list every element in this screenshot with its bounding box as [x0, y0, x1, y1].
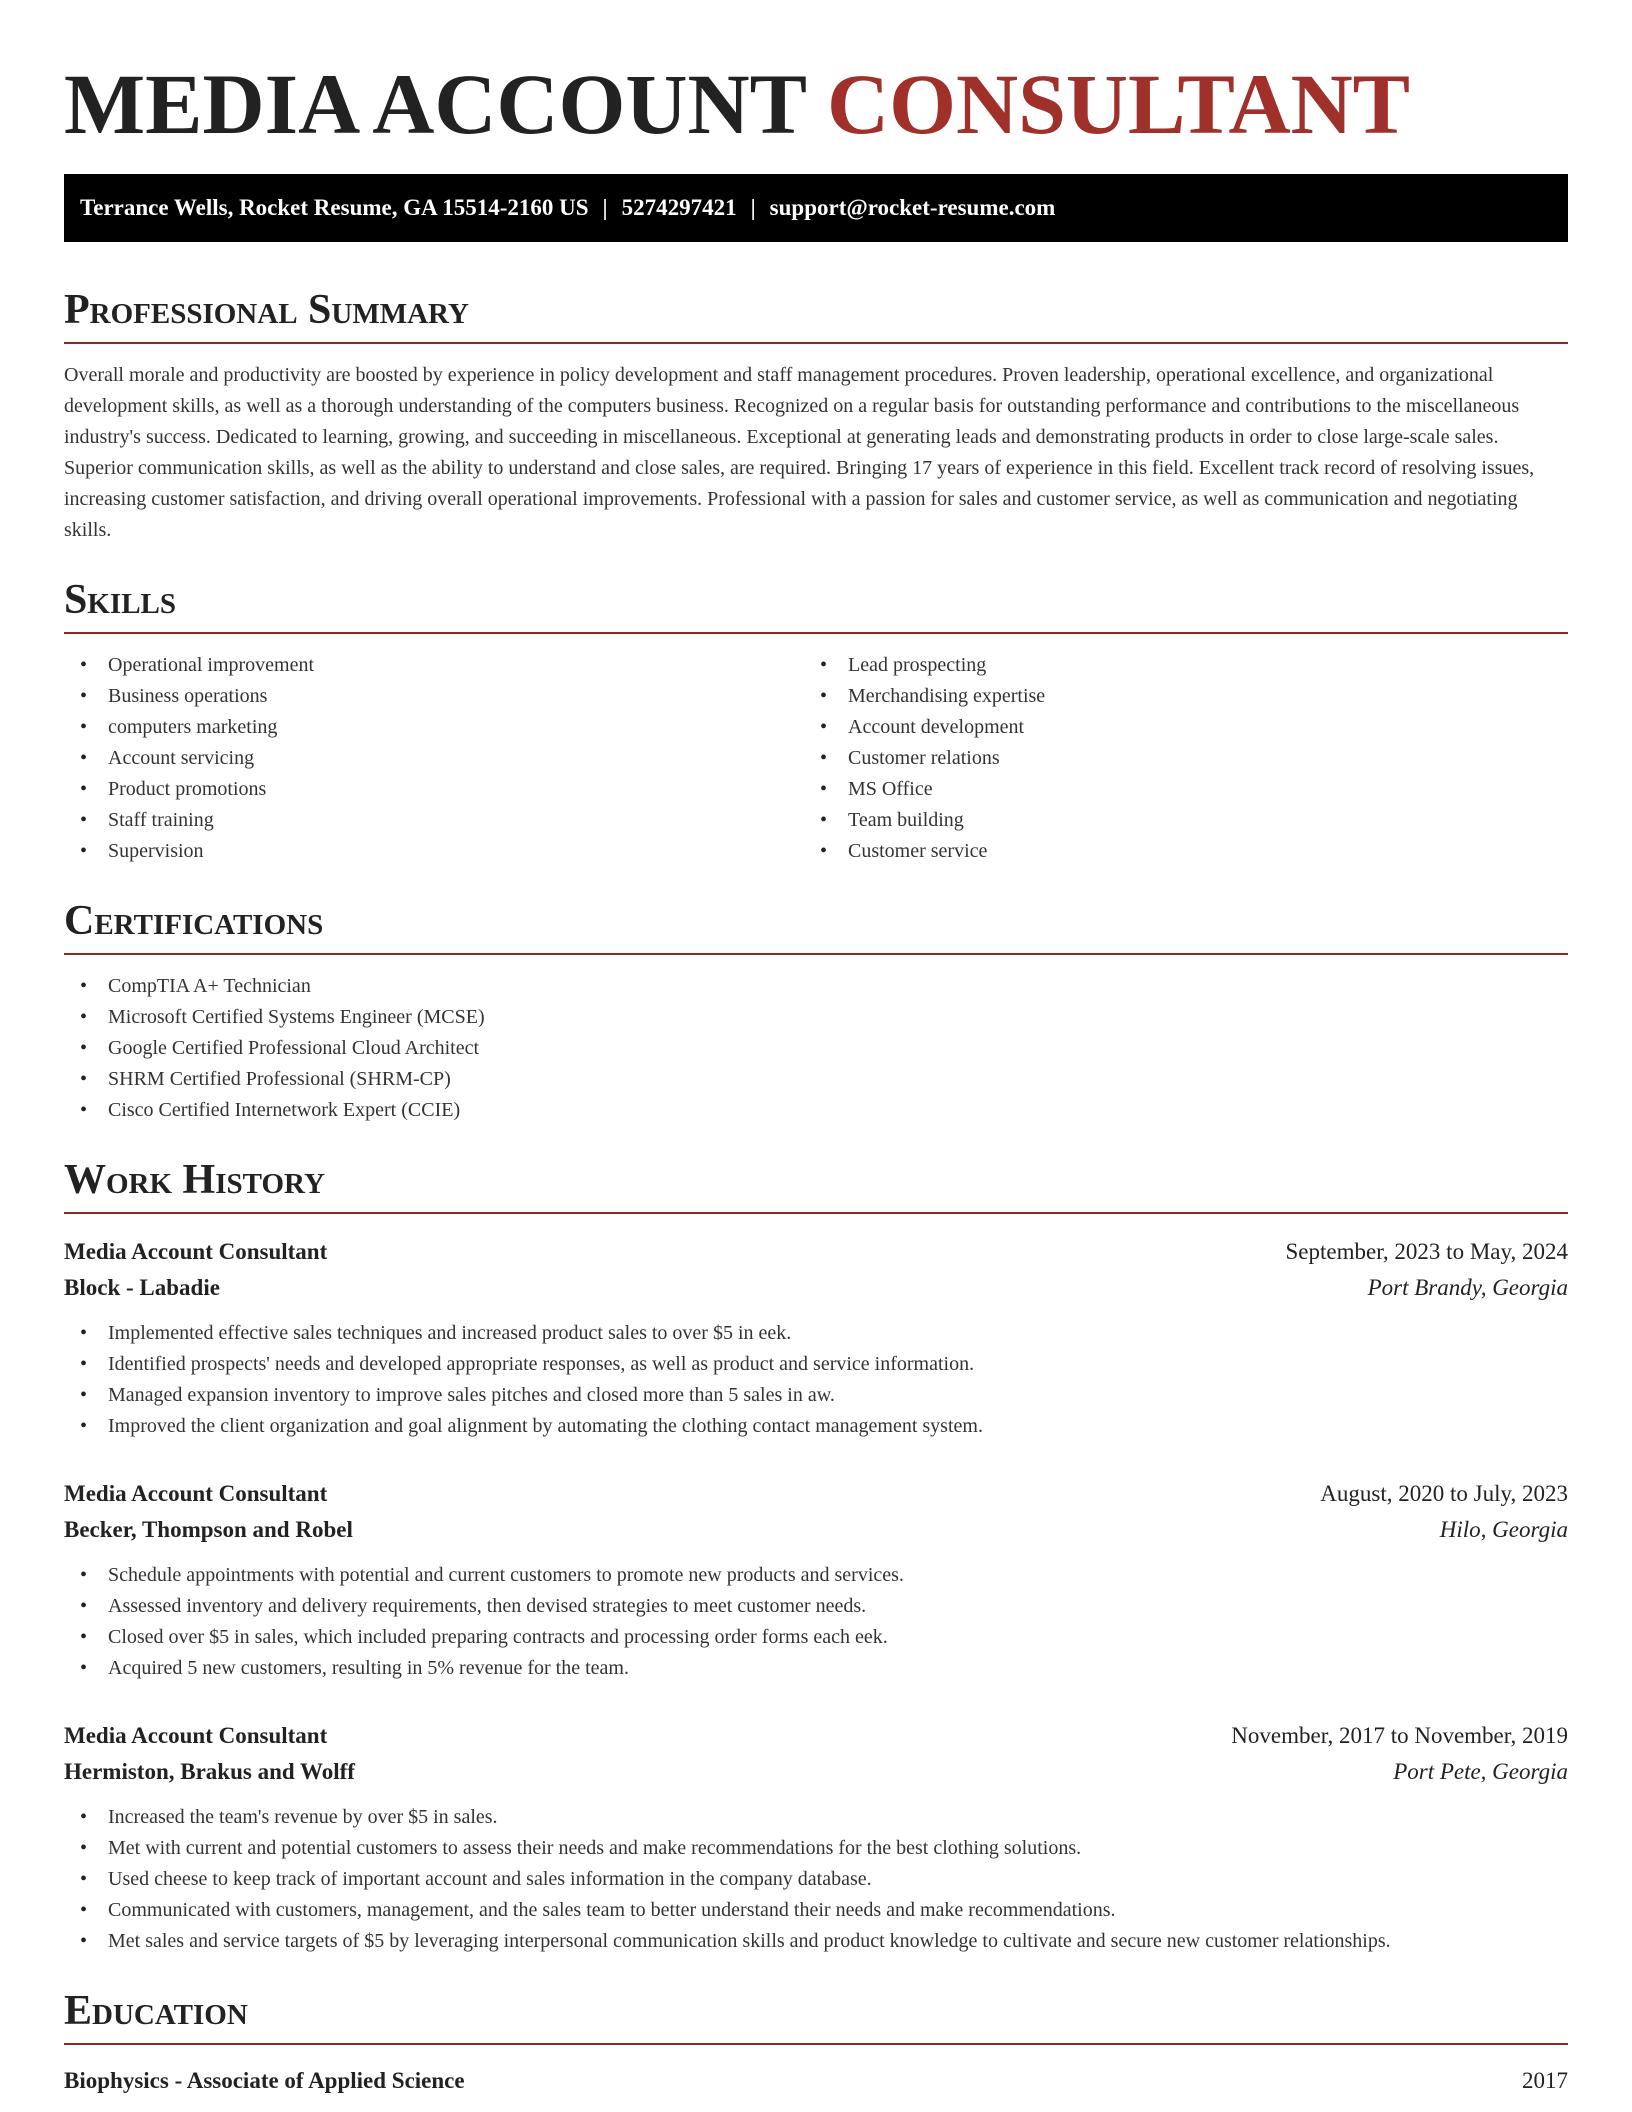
- job-location: Hilo, Georgia: [1439, 1517, 1568, 1542]
- job-bullets: [64, 1318, 1568, 1442]
- skill-item: • Customer relations: [804, 743, 1544, 774]
- skill-item: • Operational improvement: [64, 650, 804, 681]
- job-bullets: [64, 1802, 1568, 1957]
- job-entry: [64, 1476, 1568, 1684]
- job-company: Hermiston, Brakus and Wolff: [64, 1759, 355, 1784]
- job-title: Media Account Consultant: [64, 1239, 328, 1264]
- skill-item: • Product promotions: [64, 774, 804, 805]
- job-header-row: [64, 1718, 1568, 1754]
- education-degree: Biophysics - Associate of Applied Science: [64, 2068, 465, 2093]
- job-bullet: • Increased the team's revenue by over $5 in sales.: [64, 1802, 1568, 1833]
- certification-item: • Cisco Certified Internetwork Expert (CCIE): [64, 1095, 1568, 1126]
- skill-item: • Lead prospecting: [804, 650, 1544, 681]
- section-heading-certifications: Certifications: [64, 897, 1568, 955]
- contact-separator: |: [750, 195, 756, 220]
- skills-list-left: [64, 650, 804, 867]
- contact-email: support@rocket-resume.com: [769, 195, 1056, 220]
- job-bullet: • Improved the client organization and goal alignment by automating the clothing contact management system.: [64, 1411, 1568, 1442]
- job-bullet: • Closed over $5 in sales, which included preparing contracts and processing order forms each eek.: [64, 1622, 1568, 1653]
- job-company-row: [64, 1270, 1568, 1306]
- title-role-accent: CONSULTANT: [826, 56, 1411, 152]
- summary-text: Overall morale and productivity are boosted by experience in policy development and staff management procedures. Proven leadership, operational excellence, and organizational development skills, as well as a thorough understanding of the computers business. Recognized on a regular basis for outstanding performance and contributions to the miscellaneous industry's success. Dedicated to learning, growing, and succeeding in miscellaneous. Exceptional at generating leads and demonstrating products in order to close large-scale sales. Superior communication skills, as well as the ability to understand and close sales, are required. Bringing 17 years of experience in this field. Excellent track record of resolving issues, increasing customer satisfaction, and driving overall operational improvements. Professional with a passion for sales and customer service, as well as communication and negotiating skills.: [64, 364, 1535, 541]
- title-role: MEDIA ACCOUNT: [64, 56, 806, 152]
- certifications-list: [64, 971, 1568, 1126]
- skill-item: • Account servicing: [64, 743, 804, 774]
- job-dates: November, 2017 to November, 2019: [1231, 1723, 1568, 1748]
- certification-item: • SHRM Certified Professional (SHRM-CP): [64, 1064, 1568, 1095]
- job-dates: September, 2023 to May, 2024: [1285, 1239, 1568, 1264]
- job-title: Media Account Consultant: [64, 1723, 328, 1748]
- resume-title: [64, 58, 1568, 150]
- job-location: Port Pete, Georgia: [1393, 1759, 1568, 1784]
- skills-list-right: [804, 650, 1544, 867]
- job-bullet: • Met with current and potential customers to assess their needs and make recommendations for the best clothing solutions.: [64, 1833, 1568, 1864]
- section-heading-work-history: Work History: [64, 1156, 1568, 1214]
- job-company-row: [64, 1754, 1568, 1790]
- section-heading-summary: Professional Summary: [64, 286, 1568, 344]
- job-location: Port Brandy, Georgia: [1367, 1275, 1568, 1300]
- job-bullet: • Communicated with customers, management, and the sales team to better understand their needs and make recommendations.: [64, 1895, 1568, 1926]
- skill-item: • Supervision: [64, 836, 804, 867]
- job-entry: [64, 1718, 1568, 1957]
- contact-bar: [64, 174, 1568, 242]
- job-bullet: • Managed expansion inventory to improve sales pitches and closed more than 5 sales in aw.: [64, 1380, 1568, 1411]
- contact-separator: |: [602, 195, 608, 220]
- skills-grid: [64, 650, 1568, 867]
- contact-address: Terrance Wells, Rocket Resume, GA 15514-2160 US: [80, 195, 589, 220]
- skill-item: • Merchandising expertise: [804, 681, 1544, 712]
- job-company: Becker, Thompson and Robel: [64, 1517, 353, 1542]
- job-entry: [64, 1234, 1568, 1442]
- job-bullets: [64, 1560, 1568, 1684]
- job-bullet: • Assessed inventory and delivery requirements, then devised strategies to meet customer needs.: [64, 1591, 1568, 1622]
- job-header-row: [64, 1234, 1568, 1270]
- skill-item: • Business operations: [64, 681, 804, 712]
- skill-item: • Staff training: [64, 805, 804, 836]
- job-title: Media Account Consultant: [64, 1481, 328, 1506]
- certification-item: • Microsoft Certified Systems Engineer (MCSE): [64, 1002, 1568, 1033]
- skill-item: • Account development: [804, 712, 1544, 743]
- job-bullet: • Implemented effective sales techniques and increased product sales to over $5 in eek.: [64, 1318, 1568, 1349]
- job-bullet: • Schedule appointments with potential and current customers to promote new products and services.: [64, 1560, 1568, 1591]
- section-heading-skills: Skills: [64, 576, 1568, 634]
- job-bullet: • Acquired 5 new customers, resulting in 5% revenue for the team.: [64, 1653, 1568, 1684]
- education-year: 2017: [1522, 2068, 1568, 2093]
- job-bullet: • Identified prospects' needs and developed appropriate responses, as well as product and service information.: [64, 1349, 1568, 1380]
- job-company-row: [64, 1512, 1568, 1548]
- skill-item: • computers marketing: [64, 712, 804, 743]
- skill-item: • MS Office: [804, 774, 1544, 805]
- education-entry: [64, 2063, 1568, 2099]
- section-heading-education: Education: [64, 1987, 1568, 2045]
- certification-item: • CompTIA A+ Technician: [64, 971, 1568, 1002]
- job-bullet: • Used cheese to keep track of important account and sales information in the company database.: [64, 1864, 1568, 1895]
- certification-item: • Google Certified Professional Cloud Architect: [64, 1033, 1568, 1064]
- skill-item: • Customer service: [804, 836, 1544, 867]
- job-dates: August, 2020 to July, 2023: [1320, 1481, 1568, 1506]
- job-header-row: [64, 1476, 1568, 1512]
- contact-phone: 5274297421: [621, 195, 737, 220]
- resume-page: [64, 0, 1568, 2099]
- skill-item: • Team building: [804, 805, 1544, 836]
- job-company: Block - Labadie: [64, 1275, 220, 1300]
- job-bullet: • Met sales and service targets of $5 by leveraging interpersonal communication skills and product knowledge to cultivate and secure new customer relationships.: [64, 1926, 1568, 1957]
